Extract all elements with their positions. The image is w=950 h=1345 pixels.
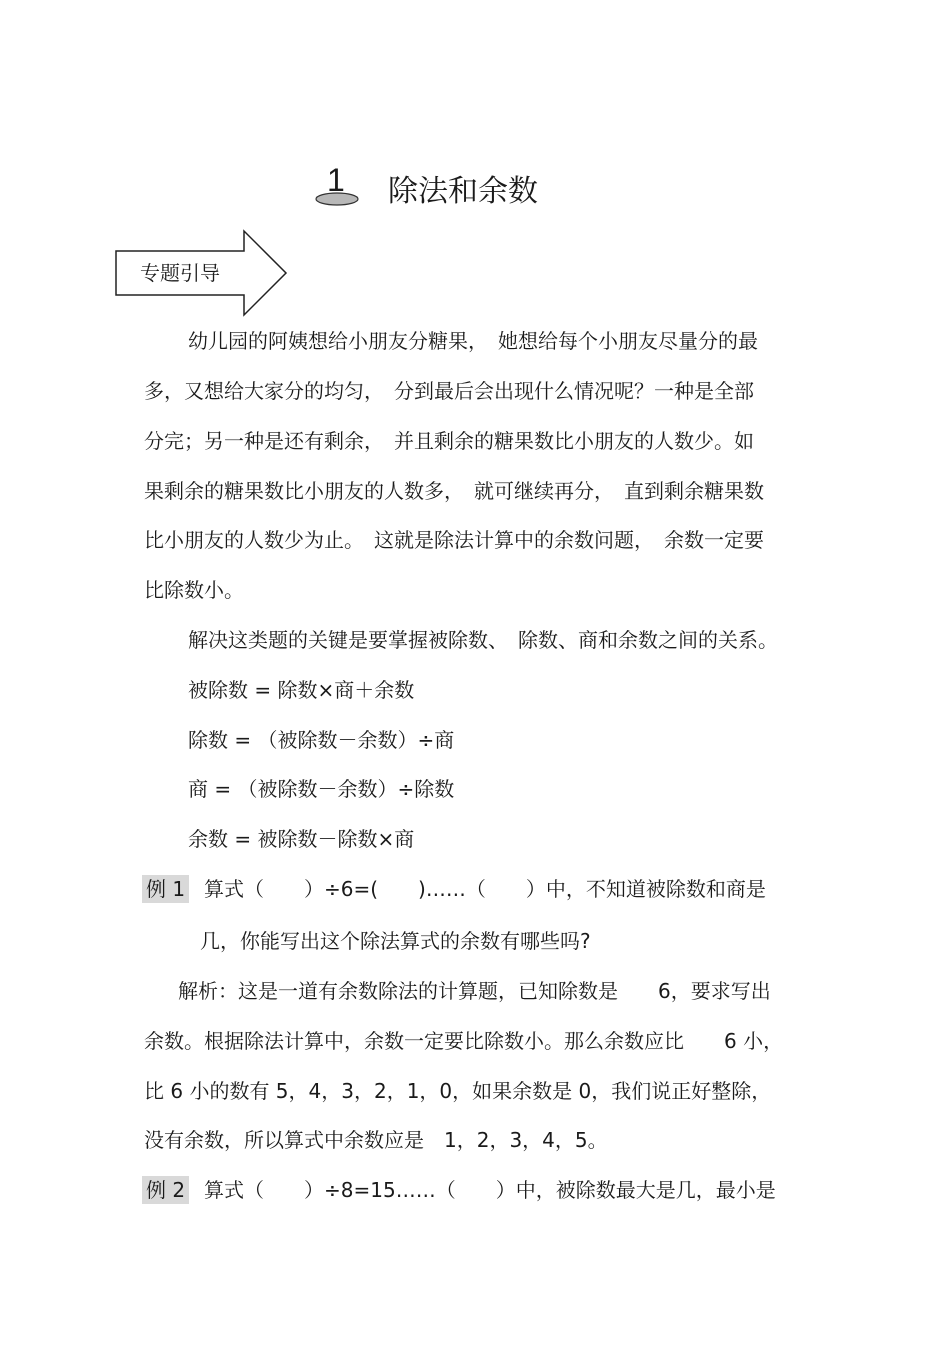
example1-question-line1: 算式（ ）÷6=( )……（ ）中，不知道被除数和商是 [204, 877, 766, 901]
title-number: 1 [327, 162, 345, 198]
intro-line-3: 分完；另一种是还有剩余， 并且剩余的糖果数比小朋友的人数少。如 [144, 429, 754, 453]
intro-line-4: 果剩余的糖果数比小朋友的人数多， 就可继续再分， 直到剩余糖果数 [144, 479, 764, 503]
formula-remainder: 余数 = 被除数－除数×商 [188, 827, 415, 851]
example1-question-line2: 几，你能写出这个除法算式的余数有哪些吗? [200, 929, 591, 953]
intro-line-1: 幼儿园的阿姨想给小朋友分糖果， 她想给每个小朋友尽量分的最 [188, 329, 758, 353]
example2-question-line1: 算式（ ）÷8=15……（ ）中，被除数最大是几，最小是 [204, 1178, 776, 1202]
analysis-line-2: 余数。根据除法计算中，余数一定要比除数小。那么余数应比 6 小， [144, 1029, 784, 1053]
formula-divisor: 除数 = （被除数－余数）÷商 [188, 728, 455, 752]
intro-line-2: 多，又想给大家分的均匀， 分到最后会出现什么情况呢？一种是全部 [144, 379, 754, 403]
section-arrow [114, 229, 290, 319]
formula-quotient: 商 = （被除数－余数）÷除数 [188, 777, 455, 801]
section-label: 专题引导 [140, 261, 220, 285]
example2-label: 例 2 [142, 1176, 189, 1204]
page-title: 除法和余数 [388, 174, 538, 209]
title-number-badge [314, 162, 362, 210]
example1-label: 例 1 [142, 875, 189, 903]
analysis-line-3: 比 6 小的数有 5，4，3，2，1，0，如果余数是 0，我们说正好整除， [144, 1079, 772, 1103]
analysis-line-1: 解析：这是一道有余数除法的计算题，已知除数是 6，要求写出 [178, 979, 771, 1003]
formula-dividend: 被除数 = 除数×商＋余数 [188, 678, 415, 702]
analysis-line-4: 没有余数，所以算式中余数应是 1，2，3，4，5。 [144, 1128, 608, 1152]
intro-line-6: 比除数小。 [144, 578, 244, 602]
intro-line-5: 比小朋友的人数少为止。 这就是除法计算中的余数问题， 余数一定要 [144, 528, 764, 552]
key-sentence: 解决这类题的关键是要掌握被除数、 除数、商和余数之间的关系。 [188, 628, 778, 652]
